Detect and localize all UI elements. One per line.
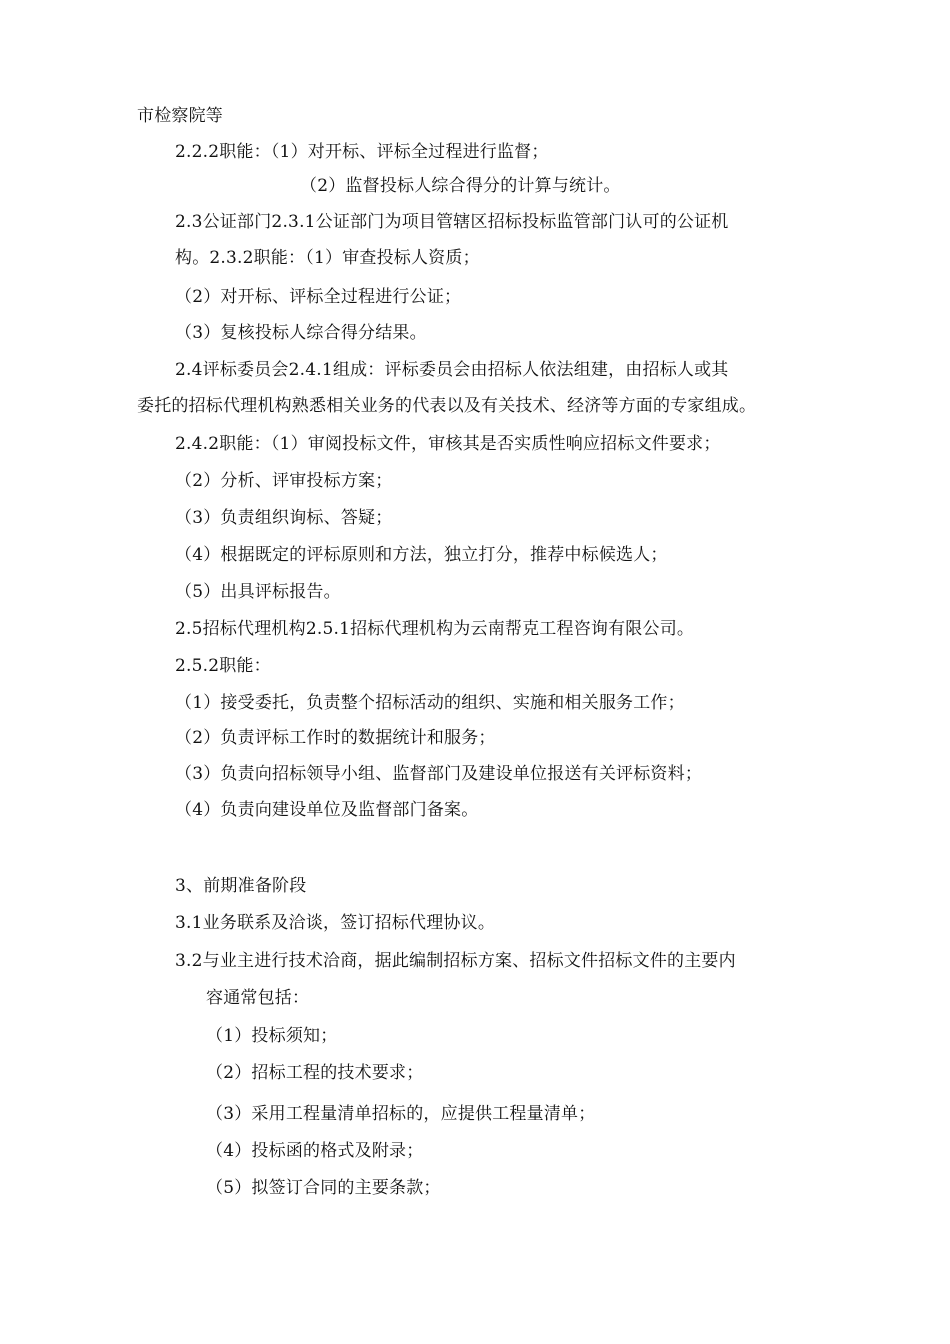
- text-line: 2.5招标代理机构2.5.1招标代理机构为云南帮克工程咨询有限公司。: [175, 619, 695, 639]
- text-line: 构。2.3.2职能：（1）审查投标人资质；: [175, 248, 480, 268]
- text-line: （2）监督投标人综合得分的计算与统计。: [300, 176, 621, 196]
- text-line: 2.2.2职能：（1）对开标、评标全过程进行监督；: [175, 142, 549, 162]
- section-heading: 3、前期准备阶段: [175, 876, 307, 896]
- text-line: 容通常包括：: [206, 988, 310, 1008]
- text-line: （3）采用工程量清单招标的，应提供工程量清单；: [206, 1104, 596, 1124]
- text-line: （4）负责向建设单位及监督部门备案。: [175, 800, 479, 820]
- text-line: （2）负责评标工作时的数据统计和服务；: [175, 728, 496, 748]
- text-line: （1）接受委托，负责整个招标活动的组织、实施和相关服务工作；: [175, 693, 685, 713]
- text-line: 2.4.2职能：（1）审阅投标文件，审核其是否实质性响应招标文件要求；: [175, 434, 721, 454]
- text-line: （5）出具评标报告。: [175, 582, 341, 602]
- text-line: （3）负责向招标领导小组、监督部门及建设单位报送有关评标资料；: [175, 764, 703, 784]
- text-line: （2）招标工程的技术要求；: [206, 1063, 424, 1083]
- text-line: （4）根据既定的评标原则和方法，独立打分，推荐中标候选人；: [175, 545, 668, 565]
- text-line: 3.1业务联系及洽谈，签订招标代理协议。: [175, 913, 496, 933]
- text-line: （3）复核投标人综合得分结果。: [175, 323, 427, 343]
- text-line: （2）分析、评审投标方案；: [175, 471, 393, 491]
- text-line: 3.2与业主进行技术洽商，据此编制招标方案、招标文件招标文件的主要内: [175, 951, 736, 971]
- text-line: （3）负责组织询标、答疑；: [175, 508, 393, 528]
- text-line: 2.4评标委员会2.4.1组成：评标委员会由招标人依法组建，由招标人或其: [175, 360, 729, 380]
- text-line: 委托的招标代理机构熟悉相关业务的代表以及有关技术、经济等方面的专家组成。: [137, 396, 757, 416]
- text-line: 2.5.2职能：: [175, 656, 271, 676]
- text-line: （5）拟签订合同的主要条款；: [206, 1178, 441, 1198]
- text-line: （4）投标函的格式及附录；: [206, 1141, 424, 1161]
- text-line: （2）对开标、评标全过程进行公证；: [175, 287, 462, 307]
- text-line: 市检察院等: [137, 106, 223, 126]
- text-line: （1）投标须知；: [206, 1026, 338, 1046]
- text-line: 2.3公证部门2.3.1公证部门为项目管辖区招标投标监管部门认可的公证机: [175, 212, 729, 232]
